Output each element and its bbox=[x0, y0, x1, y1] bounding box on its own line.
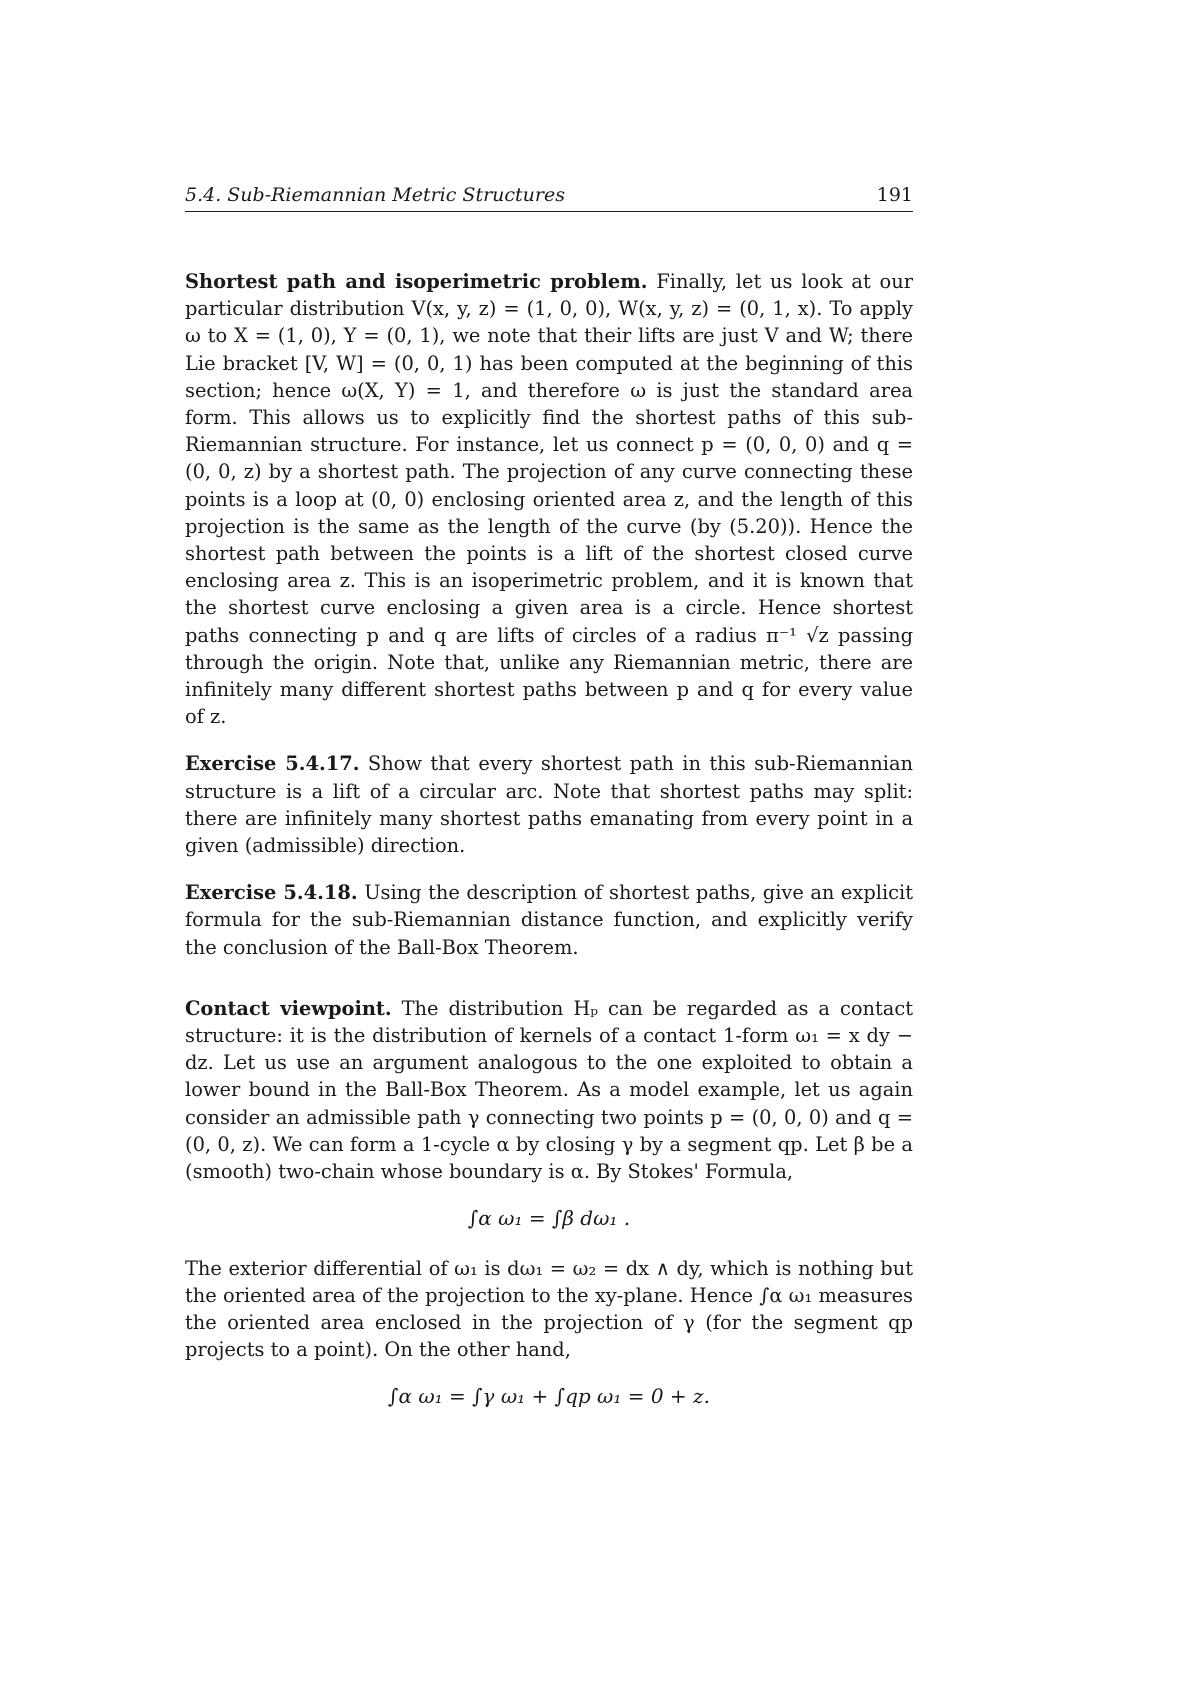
heading-contact: Contact viewpoint. bbox=[185, 996, 392, 1020]
equation-stokes: ∫α ω₁ = ∫β dω₁ . bbox=[467, 1206, 631, 1231]
paragraph-shortest-path bbox=[185, 268, 913, 730]
running-header bbox=[185, 184, 913, 212]
heading-shortest-path: Shortest path and isoperimetric problem. bbox=[185, 270, 648, 293]
paragraph-contact bbox=[185, 995, 913, 1185]
main-text bbox=[185, 268, 913, 1433]
body-contact: The distribution Hₚ can be regarded as a contact structure: it is the distribution of kernels of a contact 1-form ω₁ = x dy − dz. Let us use an argument analogous to the one exploited to obtain a lower bound in the Ball-Box Theorem. As a model example, let us again consider an admissible path γ connecting two points p = (0, 0, 0) and q = (0, 0, z). We can form a 1-cycle α by closing γ by a segment qp. Let β be a (smooth) two-chain whose boundary is α. By Stokes' Formula, bbox=[185, 996, 913, 1184]
heading-exercise-18: Exercise 5.4.18. bbox=[185, 881, 358, 905]
paragraph-exterior-differential: The exterior differential of ω₁ is dω₁ = ω₂ = dx ∧ dy, which is nothing but the oriented area of the projection to the xy-plane. Hence ∫α ω₁ measures the oriented area enclosed in the projection of γ (for the segment qp projects to a point). On the other hand, bbox=[185, 1256, 913, 1362]
running-title: 5.4. Sub-Riemannian Metric Structures bbox=[185, 184, 565, 206]
page-number: 191 bbox=[876, 184, 913, 206]
paragraph-exercise-18 bbox=[185, 879, 913, 961]
body-exercise-18: Using the description of shortest paths, give an explicit formula for the sub-Riemannian distance function, and explicitly verify the conclusion of the Ball-Box Theorem. bbox=[185, 881, 913, 959]
heading-exercise-17: Exercise 5.4.17. bbox=[185, 752, 360, 776]
body-exercise-17: Show that every shortest path in this sub-Riemannian structure is a lift of a circular arc. Note that shortest paths may split: there are infinitely many shortest paths emanating from every point in a given (admissible) direction. bbox=[185, 752, 913, 858]
paragraph-exercise-17 bbox=[185, 750, 913, 859]
equation-integral-split: ∫α ω₁ = ∫γ ω₁ + ∫qp ω₁ = 0 + z. bbox=[388, 1384, 710, 1409]
body-shortest-path: Finally, let us look at our particular distribution V(x, y, z) = (1, 0, 0), W(x, y, z) = (0, 1, x). To apply ω to X = (1, 0), Y = (0, 1), we note that their lifts are just V and W; there Lie bracket [V, W] = (0, 0, 1) has been computed at the beginning of this section; hence ω(X, Y) = 1, and therefore ω is just the standard area form. This allows us to explicitly find the shortest paths of this sub-Riemannian structure. For instance, let us connect p = (0, 0, 0) and q = (0, 0, z) by a shortest path. The projection of any curve connecting these points is a loop at (0, 0) enclosing oriented area z, and the length of this projection is the same as the length of the curve (by (5.20)). Hence the shortest path between the points is a lift of the shortest closed curve enclosing area z. This is an isoperimetric problem, and it is known that the shortest curve enclosing a given area is a circle. Hence shortest paths connecting p and q are lifts of circles of a radius π⁻¹ √z passing through the origin. Note that, unlike any Riemannian metric, there are infinitely many different shortest paths between p and q for every value of z. bbox=[185, 270, 913, 729]
